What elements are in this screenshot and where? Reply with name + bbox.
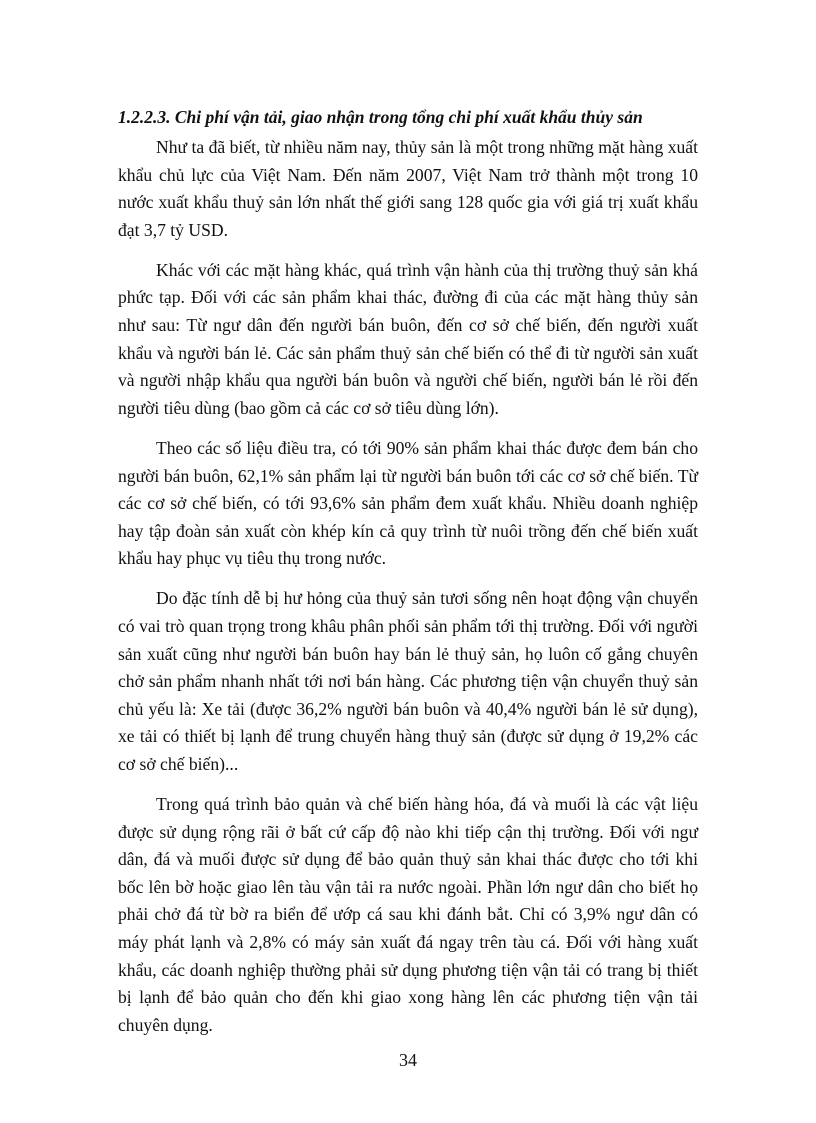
paragraph-2: Khác với các mặt hàng khác, quá trình vận hành của thị trường thuỷ sản khá phức tạp. Đối với các sản phẩm khai thác, đường đi của các mặt hàng thủy sản như sau: Từ ngư dân đến người bán buôn, đến cơ sở chế biến, đến người xuất khẩu và người bán lẻ. Các sản phẩm thuỷ sản chế biến có thể đi từ người sản xuất và người nhập khẩu qua người bán buôn và người chế biến, người bán lẻ rồi đến người tiêu dùng (bao gồm cả các cơ sở tiêu dùng lớn). bbox=[118, 259, 698, 418]
page-body bbox=[118, 104, 698, 1052]
page-number: 34 bbox=[399, 1050, 417, 1070]
paragraph-5: Trong quá trình bảo quản và chế biến hàng hóa, đá và muối là các vật liệu được sử dụng rộng rãi ở bất cứ cấp độ nào khi tiếp cận thị trường. Đối với ngư dân, đá và muối được sử dụng để bảo quản thuỷ sản khai thác được cho tới khi bốc lên bờ hoặc giao lên tàu vận tải ra nước ngoài. Phần lớn ngư dân cho biết họ phải chở đá từ bờ ra biển để ướp cá sau khi đánh bắt. Chỉ có 3,9% ngư dân có máy phát lạnh và 2,8% có máy sản xuất đá ngay trên tàu cá. Đối với hàng xuất khẩu, các doanh nghiệp thường phải sử dụng phương tiện vận tải có trang bị thiết bị lạnh để bảo quản cho đến khi giao xong hàng lên các phương tiện vận tải chuyên dụng. bbox=[118, 794, 698, 1035]
paragraph-4: Do đặc tính dễ bị hư hỏng của thuỷ sản tươi sống nên hoạt động vận chuyển có vai trò quan trọng trong khâu phân phối sản phẩm tới thị trường. Đối với người sản xuất cũng như người bán buôn hay bán lẻ thuỷ sản, họ luôn cố gắng chuyên chở sản phẩm nhanh nhất tới nơi bán hàng. Các phương tiện vận chuyển thuỷ sản chủ yếu là: Xe tải (được 36,2% người bán buôn và 40,4% người bán lẻ sử dụng), xe tải có thiết bị lạnh để trung chuyển hàng thuỷ sản (được sử dụng ở 19,2% các cơ sở chế biến)... bbox=[118, 588, 698, 774]
paragraph-1: Như ta đã biết, từ nhiều năm nay, thủy sản là một trong những mặt hàng xuất khẩu chủ lực của Việt Nam. Đến năm 2007, Việt Nam trở thành một trong 10 nước xuất khẩu thuỷ sản lớn nhất thế giới sang 128 quốc gia với giá trị xuất khẩu đạt 3,7 tỷ USD. bbox=[118, 137, 698, 240]
paragraph-3: Theo các số liệu điều tra, có tới 90% sản phẩm khai thác được đem bán cho người bán buôn, 62,1% sản phẩm lại từ người bán buôn tới các cơ sở chế biến. Từ các cơ sở chế biến, có tới 93,6% sản phẩm đem xuất khẩu. Nhiều doanh nghiệp hay tập đoàn sản xuất còn khép kín cả quy trình từ nuôi trồng đến chế biến xuất khẩu hay phục vụ tiêu thụ trong nước. bbox=[118, 437, 698, 569]
section-heading: 1.2.2.3. Chi phí vận tải, giao nhận trong tổng chi phí xuất khẩu thủy sản bbox=[118, 107, 643, 127]
